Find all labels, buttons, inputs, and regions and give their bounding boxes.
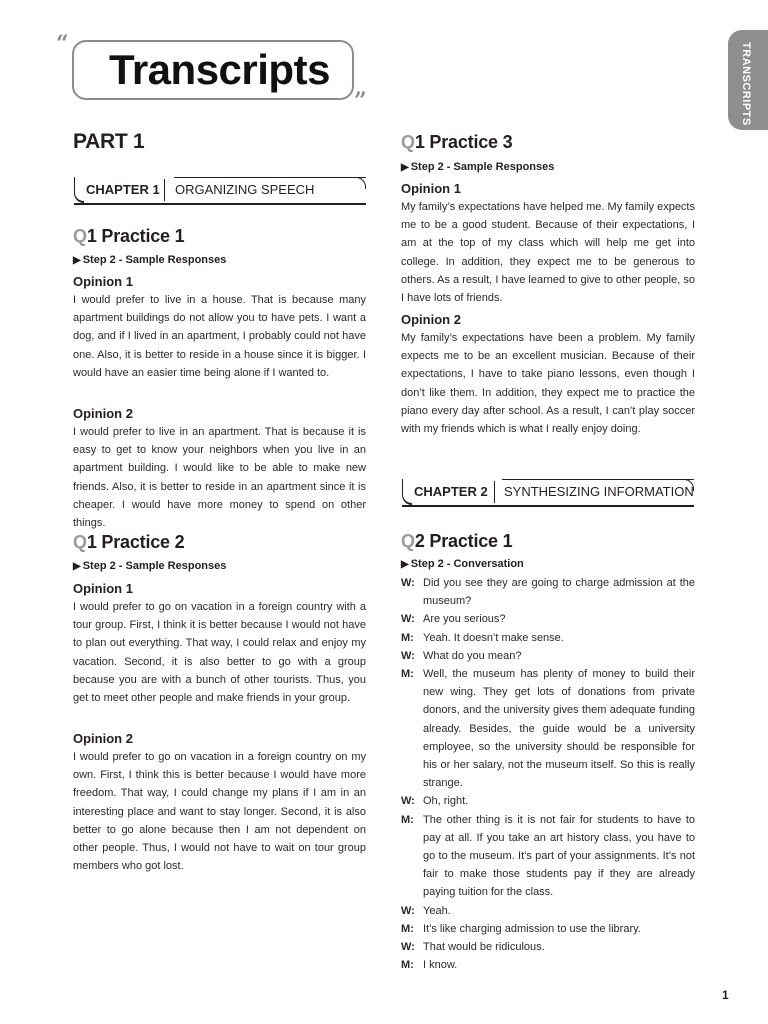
conversation-line [401,792,695,810]
line-text: That would be ridiculous. [423,941,545,954]
side-tab-label: TRANSCRIPTS [740,42,752,126]
line-text: Oh, right. [423,795,469,808]
chapter-separator [164,179,165,201]
speaker-label: M: [401,959,414,972]
conversation-line [401,647,695,665]
q1p2-opinion-1-text: I would prefer to go on vacation in a foreign country with a tour group. First, I think it is better because I would not have to plan out everything. That way, I could relax and enjoy my vacation. Second, it is also better to go with a group because you are with a bunch of other tourists. Thus, you get to meet other people and make friends in your group. [73,601,366,705]
q1-practice-1-heading: Q1 Practice 1 [73,226,185,246]
line-text: Well, the museum has plenty of money to build their new wing. They get lots of donations from private donors, and the university gives them adequate funding already. Besides, the guide would be a university employee, so the university should be responsible for his or her salary, not the museum itself. So this is really strange. [423,668,695,790]
conversation-line [401,665,695,792]
conversation-transcript [401,574,695,974]
q2-practice-1-heading: Q2 Practice 1 [401,531,513,551]
line-text: I know. [423,959,458,972]
q2p1-step-label: ▶ Step 2 - Conversation [401,558,524,570]
chapter-title: SYNTHESIZING INFORMATION [504,484,694,499]
play-triangle-icon: ▶ [73,255,81,266]
q1p3-opinion-2-text: My family’s expectations have been a problem. My family expects me to be an excellent musician. Because of their expectations, I have to take piano lessons, even though I don’t like them. In addition, they expect me to practice the piano every day after school. As a result, I can’t play soccer with my friends which is what I really enjoy doing. [401,332,695,436]
chapter-bar-top-line [174,177,366,178]
close-quote-mark: ” [354,88,367,114]
q1p3-opinion-1-title: Opinion 1 [401,181,461,196]
line-text: What do you mean? [423,649,522,662]
play-triangle-icon: ▶ [73,561,81,572]
conversation-line [401,956,695,974]
page-number: 1 [722,988,729,1002]
side-tab [728,30,768,130]
chapter-bar-corner-left [402,479,412,505]
chapter-bar-bottom-line [74,203,366,205]
q1p2-opinion-1-title: Opinion 1 [73,581,133,596]
speaker-label: M: [401,668,414,681]
chapter-2-bar [402,479,694,505]
q1p1-opinion-1-title: Opinion 1 [73,274,133,289]
page-title: Transcripts [103,44,336,96]
chapter-label: CHAPTER 1 [86,182,160,197]
speaker-label: W: [401,904,415,917]
part-title: PART 1 [73,130,145,153]
chapter-bar-corner-right [356,177,366,189]
chapter-bar-corner-left [74,177,84,203]
speaker-label: W: [401,795,415,808]
line-text: It’s like charging admission to use the library. [423,922,641,935]
q1p3-opinion-2-title: Opinion 2 [401,312,461,327]
q1p1-opinion-2-text: I would prefer to live in an apartment. That is because it is easy to get to know your neighbors when you live in an apartment building. I would like to be able to make new friends. Also, it is better to reside in an apartment since it is cheaper. I would have more money to spend on other things. [73,426,366,530]
q1p1-opinion-2-title: Opinion 2 [73,406,133,421]
conversation-line [401,920,695,938]
line-text: The other thing is it is not fair for students to have to pay at all. If you take an art history class, you have to go to the museum. It’s part of your assignments. It’s not fair to make those students pay if they are already paying tuition for the class. [423,813,695,899]
chapter-separator [494,481,495,503]
conversation-line [401,902,695,920]
speaker-label: W: [401,577,415,589]
conversation-line [401,938,695,956]
q1-practice-2-heading: Q1 Practice 2 [73,532,185,552]
q1p2-step-label: ▶ Step 2 - Sample Responses [73,560,227,572]
chapter-bar-bottom-line [402,505,694,507]
play-triangle-icon: ▶ [401,559,409,570]
speaker-label: M: [401,631,414,644]
q1p2-opinion-2-title: Opinion 2 [73,731,133,746]
speaker-label: M: [401,922,414,935]
conversation-line [401,574,695,610]
conversation-line [401,629,695,647]
q1p1-step-label: ▶ Step 2 - Sample Responses [73,254,227,266]
speaker-label: M: [401,813,414,826]
q1p2-opinion-2-text: I would prefer to go on vacation in a foreign country on my own. First, I think this is better because I would have more freedom. That way, I could change my plans if I am in an interesting place and want to stay longer. Second, it is also better to go alone because then I am not dependent on other people. Thus, I would not have to wait on tour group members who got lost. [73,751,366,873]
q1p3-opinion-1-text: My family’s expectations have helped me. My family expects me to be a good student. Because of their expectations, I am at the top of my class which will help me get into college. In addition, they expect me to be generous to others. As a result, I have learned to give to other people, so I have lots of friends. [401,201,695,305]
q1p3-step-label: ▶ Step 2 - Sample Responses [401,161,555,173]
line-text: Are you serious? [423,613,506,626]
chapter-bar-top-line [502,479,694,480]
open-quote-mark: “ [56,31,69,57]
line-text: Yeah. [423,904,451,917]
chapter-title: ORGANIZING SPEECH [175,182,315,197]
speaker-label: W: [401,941,415,954]
speaker-label: W: [401,649,415,662]
q1-practice-3-heading: Q1 Practice 3 [401,132,513,152]
q1p1-opinion-1-text: I would prefer to live in a house. That is because many apartment buildings do not allow you to have pets. I want a dog, and if I lived in an apartment, I probably could not have one. Also, it is better to reside in a house since it is bigger. I would have an easier time being alone if I wanted to. [73,294,366,379]
conversation-line [401,610,695,628]
speaker-label: W: [401,613,415,626]
play-triangle-icon: ▶ [401,162,409,173]
conversation-line [401,811,695,902]
line-text: Did you see they are going to charge admission at the museum? [423,577,695,608]
chapter-1-bar [74,177,366,203]
line-text: Yeah. It doesn’t make sense. [423,631,564,644]
chapter-label: CHAPTER 2 [414,484,488,499]
